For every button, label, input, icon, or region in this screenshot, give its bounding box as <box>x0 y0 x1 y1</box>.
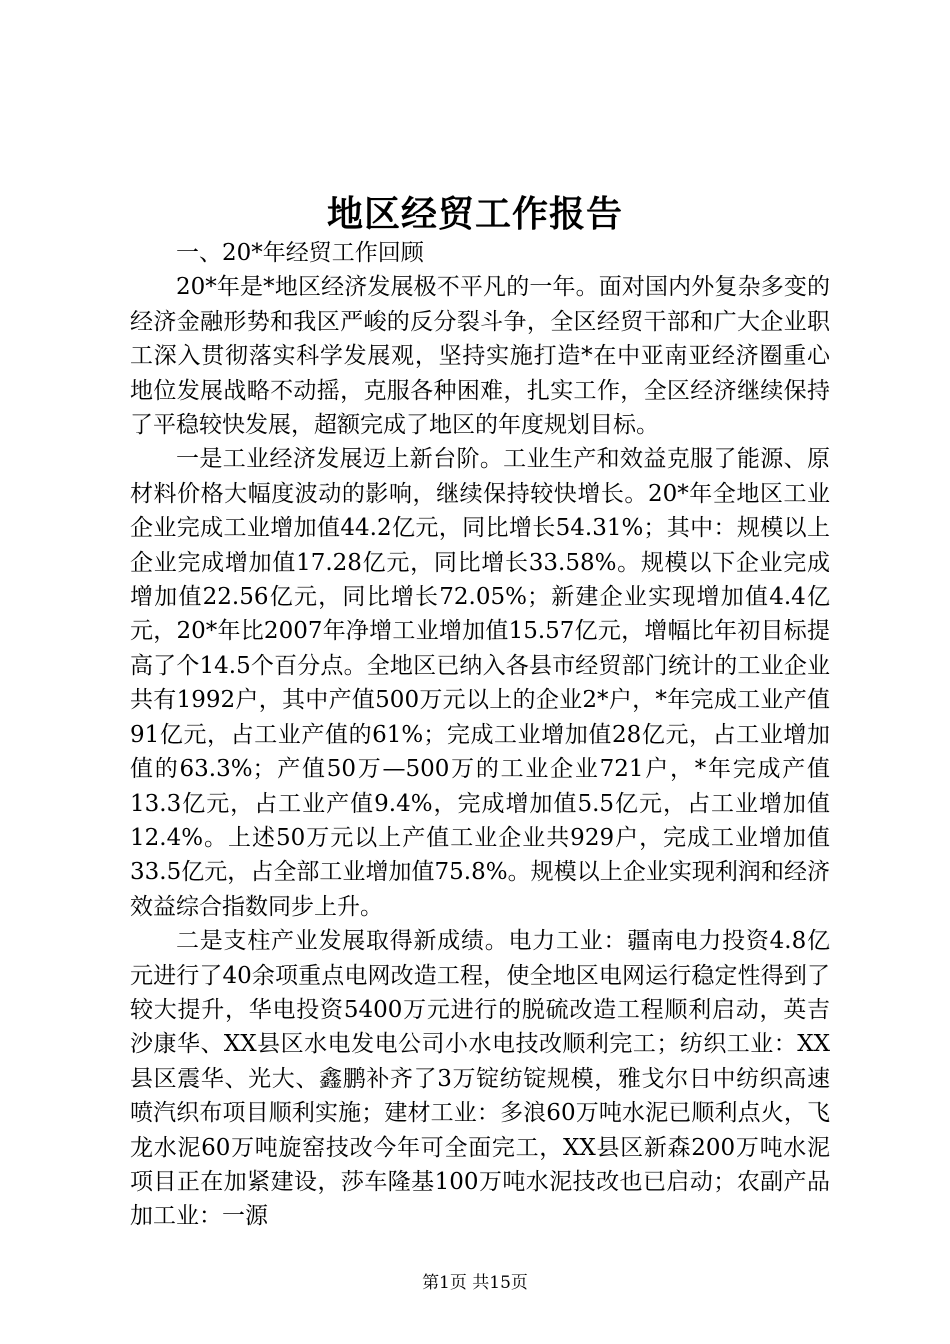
document-body <box>130 236 830 1234</box>
page-number-footer: 第1页 共15页 <box>422 1273 528 1293</box>
body-paragraph: 20*年是*地区经济发展极不平凡的一年。面对国内外复杂多变的经济金融形势和我区严峻的反分裂斗争，全区经贸干部和广大企业职工深入贯彻落实科学发展观，坚持实施打造*在中亚南亚经济圈重心地位发展战略不动摇，克服各种困难，扎实工作，全区经济继续保持了平稳较快发展，超额完成了地区的年度规划目标。 <box>130 274 830 439</box>
body-paragraph: 一是工业经济发展迈上新台阶。工业生产和效益克服了能源、原材料价格大幅度波动的影响，继续保持较快增长。20*年全地区工业企业完成工业增加值44.2亿元，同比增长54.31%；其中：规模以上企业完成增加值17.28亿元，同比增长33.58%。规模以下企业完成增加值22.56亿元，同比增长72.05%；新建企业实现增加值4.4亿元，20*年比2007年净增工业增加值15.57亿元，增幅比年初目标提高了个14.5个百分点。全地区已纳入各县市经贸部门统计的工业企业共有1992户，其中产值500万元以上的企业2*户，*年完成工业产值91亿元，占工业产值的61%；完成工业增加值28亿元，占工业增加值的63.3%；产值50万—500万的工业企业721户，*年完成产值13.3亿元，占工业产值9.4%，完成增加值5.5亿元，占工业增加值12.4%。上述50万元以上产值工业企业共929户，完成工业增加值33.5亿元，占全部工业增加值75.8%。规模以上企业实现利润和经济效益综合指数同步上升。 <box>130 446 830 920</box>
section-heading: 一、20*年经贸工作回顾 <box>176 240 424 266</box>
document-title: 地区经贸工作报告 <box>326 193 623 235</box>
body-paragraph: 二是支柱产业发展取得新成绩。电力工业：疆南电力投资4.8亿元进行了40余项重点电网改造工程，使全地区电网运行稳定性得到了较大提升，华电投资5400万元进行的脱硫改造工程顺利启动，英吉沙康华、XX县区水电发电公司小水电技改顺利完工；纺织工业：XX县区震华、光大、鑫鹏补齐了3万锭纺锭规模，雅戈尔日中纺织高速喷汽织布项目顺利实施；建材工业：多浪60万吨水泥已顺利点火，飞龙水泥60万吨旋窑技改今年可全面完工，XX县区新森200万吨水泥项目正在加紧建设，莎车隆基100万吨水泥技改也已启动；农副产品加工业：一源 <box>130 928 830 1230</box>
